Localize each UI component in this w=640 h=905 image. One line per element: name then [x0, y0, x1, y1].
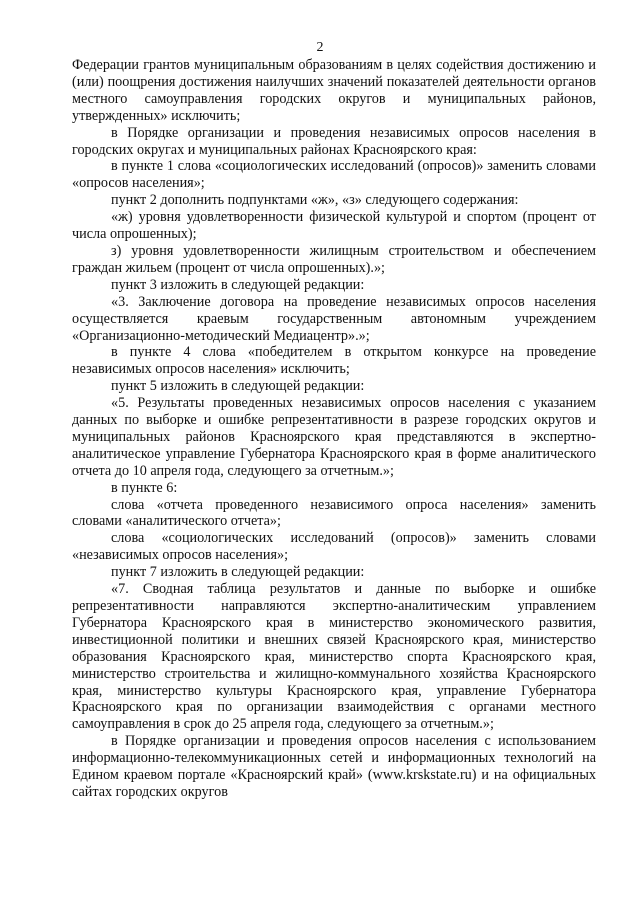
paragraph: пункт 3 изложить в следующей редакции: [111, 276, 365, 293]
paragraph: «5. Результаты проведенных независимых опросов населения с указанием данных по выборке и ошибке репрезентативности в разрезе городских округов и муниципальных районов Красноярского края представляются в экспертно-аналитическое управление Губернатора Красноярского края в форме аналитического отчета до 10 апреля года, следующего за отчетным.»; [72, 395, 596, 479]
paragraph: в Порядке организации и проведения опросов населения с использованием информационно-телекоммуникационных сетей и информационных технологий на Едином краевом портале «Красноярский край» (www.krskstate.ru) и на официальных сайтах городских округов [72, 733, 596, 800]
paragraph: в Порядке организации и проведения независимых опросов населения в городских округах и муниципальных районах Красноярского края: [72, 124, 596, 158]
paragraph: пункт 5 изложить в следующей редакции: [111, 378, 365, 395]
paragraph: слова «социологических исследований (опросов)» заменить словами «независимых опросов населения»; [72, 530, 596, 564]
paragraph: з) уровня удовлетворенности жилищным строительством и обеспечением граждан жильем (процент от числа опрошенных).»; [72, 242, 596, 276]
paragraph: в пункте 4 слова «победителем в открытом конкурсе на проведение независимых опросов населения» исключить; [72, 344, 596, 378]
page-number: 2 [316, 40, 324, 55]
paragraph: в пункте 6: [111, 479, 178, 496]
paragraph: пункт 2 дополнить подпунктами «ж», «з» следующего содержания: [111, 192, 519, 209]
paragraph: пункт 7 изложить в следующей редакции: [111, 564, 365, 581]
paragraph: слова «отчета проведенного независимого опроса населения» заменить словами «аналитического отчета»; [72, 496, 596, 530]
paragraph: «3. Заключение договора на проведение независимых опросов населения осуществляется краевым государственным автономным учреждением «Организационно-методический Медиацентр».»; [72, 293, 596, 344]
paragraph: «ж) уровня удовлетворенности физической культурой и спортом (процент от числа опрошенных); [72, 209, 596, 243]
paragraph: в пункте 1 слова «социологических исследований (опросов)» заменить словами «опросов населения»; [72, 158, 596, 192]
document-body [72, 57, 596, 801]
paragraph: «7. Сводная таблица результатов и данные по выборке и ошибке репрезентативности направляются экспертно-аналитическим управлением Губернатора Красноярского края в министерство экономического развития, инвестиционной политики и внешних связей Красноярского края, министерство образования Красноярского края, министерство спорта Красноярского края, министерство строительства и жилищно-коммунального хозяйства Красноярского края, министерство культуры Красноярского края, управление Губернатора Красноярского края по организации взаимодействия с органами местного самоуправления в срок до 25 апреля года, следующего за отчетным.»; [72, 581, 596, 733]
paragraph: Федерации грантов муниципальным образованиям в целях содействия достижению и (или) поощрения достижения наилучших значений показателей деятельности органов местного самоуправления городских округов и муниципальных районов, утвержденных» исключить; [72, 57, 596, 124]
